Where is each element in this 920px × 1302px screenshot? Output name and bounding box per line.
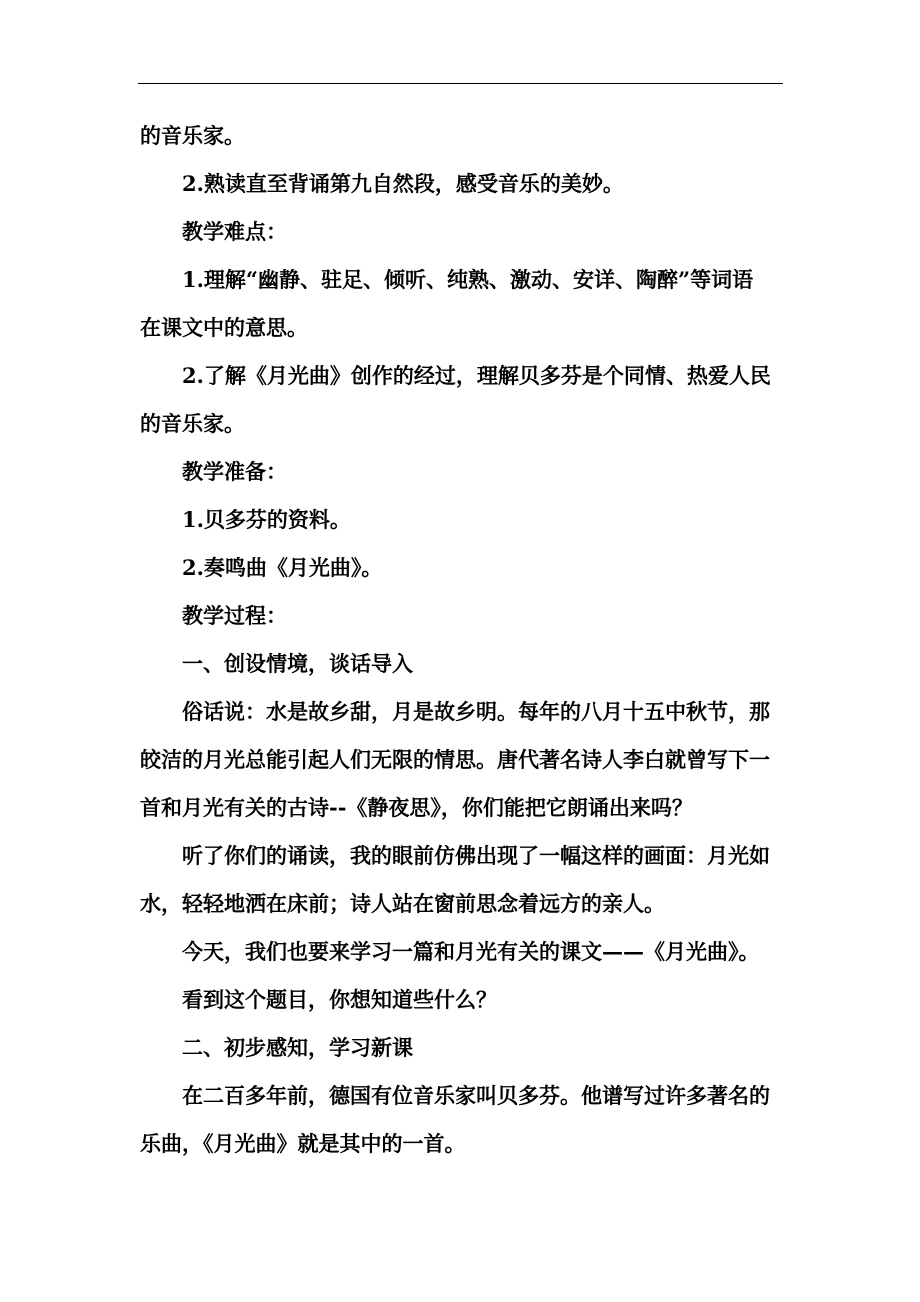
- text-line: 2.熟读直至背诵第九自然段，感受音乐的美妙。: [182, 171, 624, 196]
- section-heading: 教学过程：: [182, 603, 287, 628]
- text-line: 听了你们的诵读，我的眼前仿佛出现了一幅这样的画面：月光如: [182, 843, 770, 868]
- section-heading: 二、初步感知，学习新课: [182, 1035, 413, 1060]
- section-heading: 教学准备：: [182, 459, 287, 484]
- text-line: 看到这个题目，你想知道些什么？: [182, 987, 497, 1012]
- text-line: 俗话说：水是故乡甜，月是故乡明。每年的八月十五中秋节，那: [182, 699, 770, 724]
- text-line: 在二百多年前，德国有位音乐家叫贝多芬。他谱写过许多著名的: [182, 1083, 770, 1108]
- text-line: 2.了解《月光曲》创作的经过，理解贝多芬是个同情、热爱人民: [182, 363, 771, 388]
- text-line: 水，轻轻地洒在床前；诗人站在窗前思念着远方的亲人。: [140, 891, 665, 916]
- text-line: 乐曲，《月光曲》就是其中的一首。: [140, 1131, 466, 1156]
- text-line: 在课文中的意思。: [140, 315, 308, 340]
- section-heading: 教学难点：: [182, 219, 287, 244]
- header-rule: [138, 83, 783, 84]
- text-line: 的音乐家。: [140, 123, 245, 148]
- text-line: 1.贝多芬的资料。: [182, 507, 351, 532]
- section-heading: 一、创设情境，谈话导入: [182, 651, 413, 676]
- text-line: 今天，我们也要来学习一篇和月光有关的课文——《月光曲》。: [182, 939, 760, 964]
- text-line: 首和月光有关的古诗--《静夜思》，你们能把它朗诵出来吗？: [140, 795, 693, 820]
- text-line: 皎洁的月光总能引起人们无限的情思。唐代著名诗人李白就曾写下一: [140, 747, 770, 772]
- text-line: 1.理解“幽静、驻足、倾听、纯熟、激动、安详、陶醉”等词语: [182, 267, 754, 292]
- text-line: 2.奏鸣曲《月光曲》。: [182, 555, 383, 580]
- document-body: [140, 112, 785, 1168]
- text-line: 的音乐家。: [140, 411, 245, 436]
